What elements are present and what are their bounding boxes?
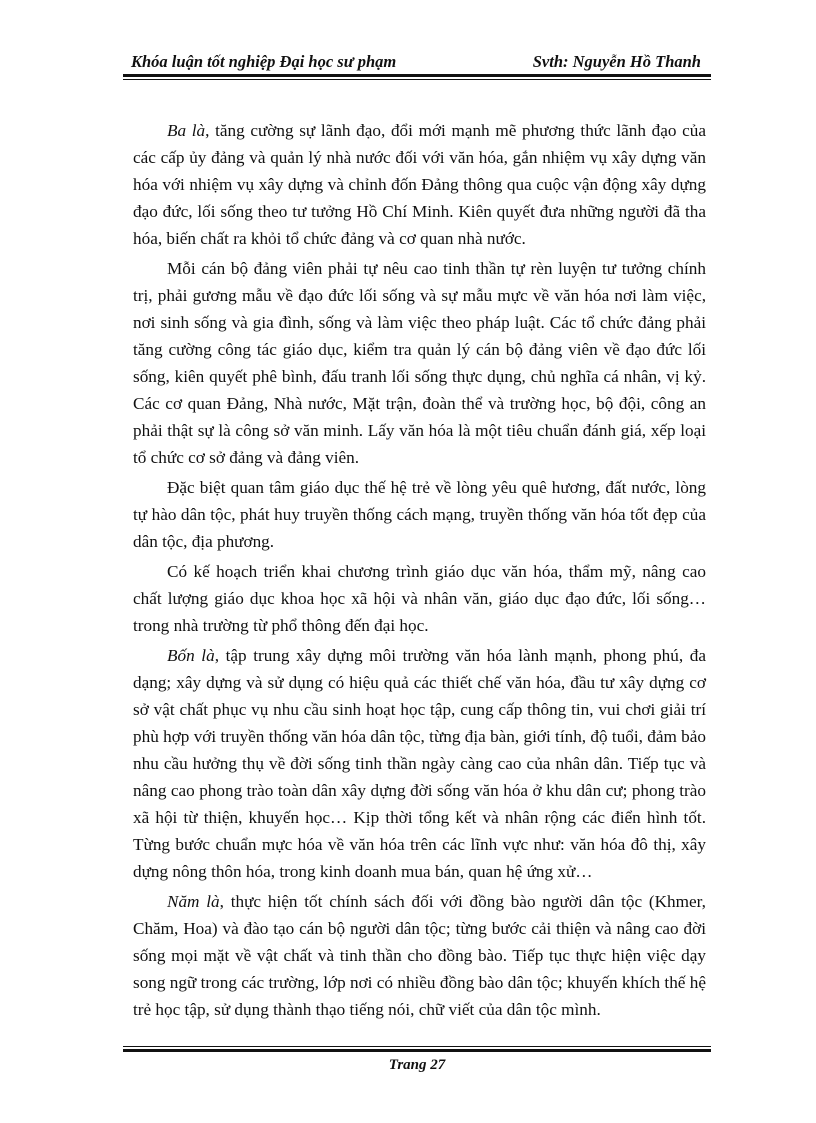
footer-rule-thin xyxy=(123,1046,711,1047)
footer-rule-thick xyxy=(123,1049,711,1052)
header-rule-thin xyxy=(123,79,711,80)
student-name: Svth: Nguyễn Hồ Thanh xyxy=(532,52,701,71)
paragraph-text: , tập trung xây dựng môi trường văn hóa lành mạnh, phong phú, đa dạng; xây dựng và sử dụng có hiệu quả các thiết chế văn hóa, đầu tư xây dựng cơ sở vật chất phục vụ nhu cầu sinh hoạt học tập, cung cấp thông tin, vui chơi giải trí phù hợp với truyền thống văn hóa dân tộc, từng địa bàn, giới tính, độ tuổi, đảm bảo nhu cầu hưởng thụ về đời sống tinh thần ngày càng cao của nhân dân. Tiếp tục và nâng cao phong trào toàn dân xây dựng đời sống văn hóa ở khu dân cư; phong trào xã hội từ thiện, khuyến học… Kịp thời tổng kết và nhân rộng các điển hình tốt. Từng bước chuẩn mực hóa về văn hóa trên các lĩnh vực như: văn hóa đô thị, xây dựng nông thôn hóa, trong kinh doanh mua bán, quan hệ ứng xử… xyxy=(133,646,707,881)
paragraph-bon-la xyxy=(133,642,706,885)
paragraph-text: Mỗi cán bộ đảng viên phải tự nêu cao tinh thần tự rèn luyện tư tưởng chính trị, phải gương mẫu về đạo đức lối sống và sự mẫu mực về văn hóa nơi làm việc, nơi sinh sống và gia đình, sống và làm việc theo pháp luật. Các tổ chức đảng phải tăng cường công tác giáo dục, kiểm tra quản lý cán bộ đảng viên về đạo đức lối sống, kiên quyết phê bình, đấu tranh lối sống thực dụng, chủ nghĩa cá nhân, vị kỷ. Các cơ quan Đảng, Nhà nước, Mặt trận, đoàn thể và trường học, bộ đội, công an phải thật sự là công sở văn minh. Lấy văn hóa là một tiêu chuẩn đánh giá, xếp loại tổ chức cơ sở đảng và đảng viên. xyxy=(133,259,706,467)
page-header xyxy=(123,50,711,74)
paragraph-text: , thực hiện tốt chính sách đối với đồng bào người dân tộc (Khmer, Chăm, Hoa) và đào tạo cán bộ người dân tộc; từng bước cải thiện và nâng cao đời sống mọi mặt về vật chất và tinh thần cho đồng bào. Tiếp tục thực hiện việc dạy song ngữ trong các trường, lớp nơi có nhiều đồng bào dân tộc; khuyến khích thế hệ trẻ học tập, sử dụng thành thạo tiếng nói, chữ viết của dân tộc mình. xyxy=(133,892,706,1019)
paragraph-ba-la xyxy=(133,117,706,252)
page-body xyxy=(133,117,706,1026)
paragraph-can-bo-dang-vien xyxy=(133,255,706,471)
paragraph-text: Đặc biệt quan tâm giáo dục thế hệ trẻ về lòng yêu quê hương, đất nước, lòng tự hào dân tộc, phát huy truyền thống cách mạng, truyền thống văn hóa tốt đẹp của dân tộc, địa phương. xyxy=(133,478,706,551)
paragraph-the-he-tre xyxy=(133,474,706,555)
paragraph-lead: Năm là xyxy=(167,892,220,911)
thesis-title: Khóa luận tốt nghiệp Đại học sư phạm xyxy=(131,52,397,71)
paragraph-nam-la xyxy=(133,888,706,1023)
paragraph-text: , tăng cường sự lãnh đạo, đổi mới mạnh mẽ phương thức lãnh đạo của các cấp ủy đảng và quản lý nhà nước đối với văn hóa, gắn nhiệm vụ xây dựng văn hóa với nhiệm vụ xây dựng và chỉnh đốn Đảng thông qua cuộc vận động xây dựng đạo đức, lối sống theo tư tưởng Hồ Chí Minh. Kiên quyết đưa những người đã tha hóa, biến chất ra khỏi tổ chức đảng và cơ quan nhà nước. xyxy=(133,121,706,248)
paragraph-text: Có kế hoạch triển khai chương trình giáo dục văn hóa, thẩm mỹ, nâng cao chất lượng giáo dục khoa học xã hội và nhân văn, giáo dục đạo đức, lối sống… trong nhà trường từ phổ thông đến đại học. xyxy=(133,562,706,635)
paragraph-lead: Bốn là xyxy=(167,646,215,665)
paragraph-giao-duc-van-hoa xyxy=(133,558,706,639)
paragraph-lead: Ba là xyxy=(167,121,206,140)
page-number: Trang 27 xyxy=(388,1057,446,1073)
header-rule-thick xyxy=(123,74,711,77)
